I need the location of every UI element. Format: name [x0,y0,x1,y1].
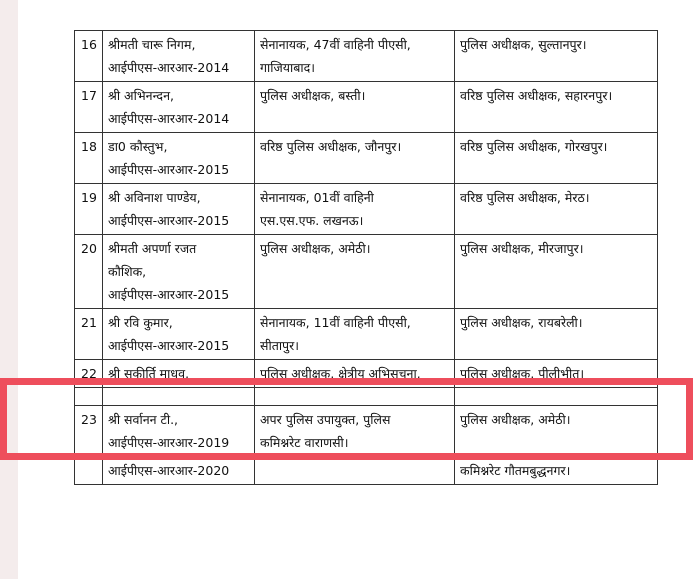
posting-line: सीतापुर। [260,338,300,353]
table-row [75,133,658,184]
posting-line: सेनानायक, 11वीं वाहिनी पीएसी, [260,315,411,330]
posting-line: वरिष्ठ पुलिस अधीक्षक, गोरखपुर। [460,139,608,154]
name-line: आईपीएस-आरआर-2019 [108,435,230,450]
officer-name [103,82,255,133]
posting-line: पुलिस अधीक्षक, अमेठी। [460,412,571,427]
new-posting [455,457,658,485]
posting-line: पुलिस अधीक्षक, मीरजापुर। [460,241,584,256]
table-row [75,457,658,485]
new-posting [455,31,658,82]
posting-line: सेनानायक, 01वीं वाहिनी [260,190,374,205]
table-row [75,82,658,133]
serial-number: 19 [75,184,103,235]
posting-line: पुलिस अधीक्षक, बस्ती। [260,88,366,103]
serial-number: 22 [75,360,103,388]
current-posting [255,309,455,360]
posting-line: कमिश्नरेट गौतमबुद्धनगर। [460,463,571,478]
current-posting [255,31,455,82]
officer-name [103,388,255,406]
posting-line: गाजियाबाद। [260,60,316,75]
new-posting [455,360,658,388]
new-posting [455,235,658,309]
officer-name [103,309,255,360]
posting-line: पुलिस अधीक्षक, अमेठी। [260,241,371,256]
officer-name [103,235,255,309]
name-line: श्रीमती चारू निगम, [108,37,196,52]
new-posting [455,309,658,360]
posting-line: पुलिस अधीक्षक, क्षेत्रीय अभिसूचना, [260,366,421,381]
current-posting [255,406,455,457]
officer-name [103,457,255,485]
serial-number [75,457,103,485]
name-line: डा0 कौस्तुभ, [108,139,168,154]
officer-name [103,360,255,388]
transfer-table [74,30,658,485]
new-posting [455,388,658,406]
officer-name [103,31,255,82]
current-posting [255,133,455,184]
serial-number: 21 [75,309,103,360]
posting-line: पुलिस अधीक्षक, सुल्तानपुर। [460,37,587,52]
name-line: श्री रवि कुमार, [108,315,173,330]
officer-name [103,133,255,184]
name-line: आईपीएस-आरआर-2014 [108,60,230,75]
posting-line: अपर पुलिस उपायुक्त, पुलिस [260,412,391,427]
posting-line: वरिष्ठ पुलिस अधीक्षक, मेरठ। [460,190,590,205]
posting-line: एस.एस.एफ. लखनऊ। [260,213,364,228]
table-row [75,309,658,360]
new-posting [455,133,658,184]
name-line: कौशिक, [108,264,147,279]
posting-line: पुलिस अधीक्षक, रायबरेली। [460,315,583,330]
serial-number [75,388,103,406]
posting-line: वरिष्ठ पुलिस अधीक्षक, सहारनपुर। [460,88,613,103]
posting-line: पुलिस अधीक्षक, पीलीभीत। [460,366,585,381]
table-row-highlighted [75,406,658,457]
current-posting [255,184,455,235]
table-row [75,360,658,388]
table-row [75,388,658,406]
name-line: आईपीएस-आरआर-2015 [108,162,230,177]
current-posting [255,82,455,133]
current-posting [255,235,455,309]
serial-number: 16 [75,31,103,82]
new-posting [455,82,658,133]
current-posting [255,388,455,406]
new-posting [455,406,658,457]
new-posting [455,184,658,235]
document-page [18,0,700,579]
name-line: आईपीएस-आरआर-2015 [108,213,230,228]
table-row [75,235,658,309]
table-row [75,184,658,235]
current-posting [255,360,455,388]
posting-line: वरिष्ठ पुलिस अधीक्षक, जौनपुर। [260,139,402,154]
name-line: आईपीएस-आरआर-2020 [108,463,230,478]
name-line: आईपीएस-आरआर-2015 [108,287,230,302]
name-line: आईपीएस-आरआर-2015 [108,338,230,353]
posting-line: कमिश्नरेट वाराणसी। [260,435,349,450]
name-line: श्री अभिनन्दन, [108,88,174,103]
name-line: श्री अविनाश पाण्डेय, [108,190,201,205]
serial-number: 17 [75,82,103,133]
current-posting [255,457,455,485]
name-line: आईपीएस-आरआर-2014 [108,111,230,126]
name-line: श्री सुकीर्ति माधव, [108,366,190,381]
serial-number: 23 [75,406,103,457]
name-line: श्रीमती अपर्णा रजत [108,241,197,256]
officer-name [103,406,255,457]
serial-number: 20 [75,235,103,309]
officer-name [103,184,255,235]
serial-number: 18 [75,133,103,184]
posting-line: सेनानायक, 47वीं वाहिनी पीएसी, [260,37,411,52]
table-row [75,31,658,82]
name-line: श्री सर्वानन टी., [108,412,179,427]
